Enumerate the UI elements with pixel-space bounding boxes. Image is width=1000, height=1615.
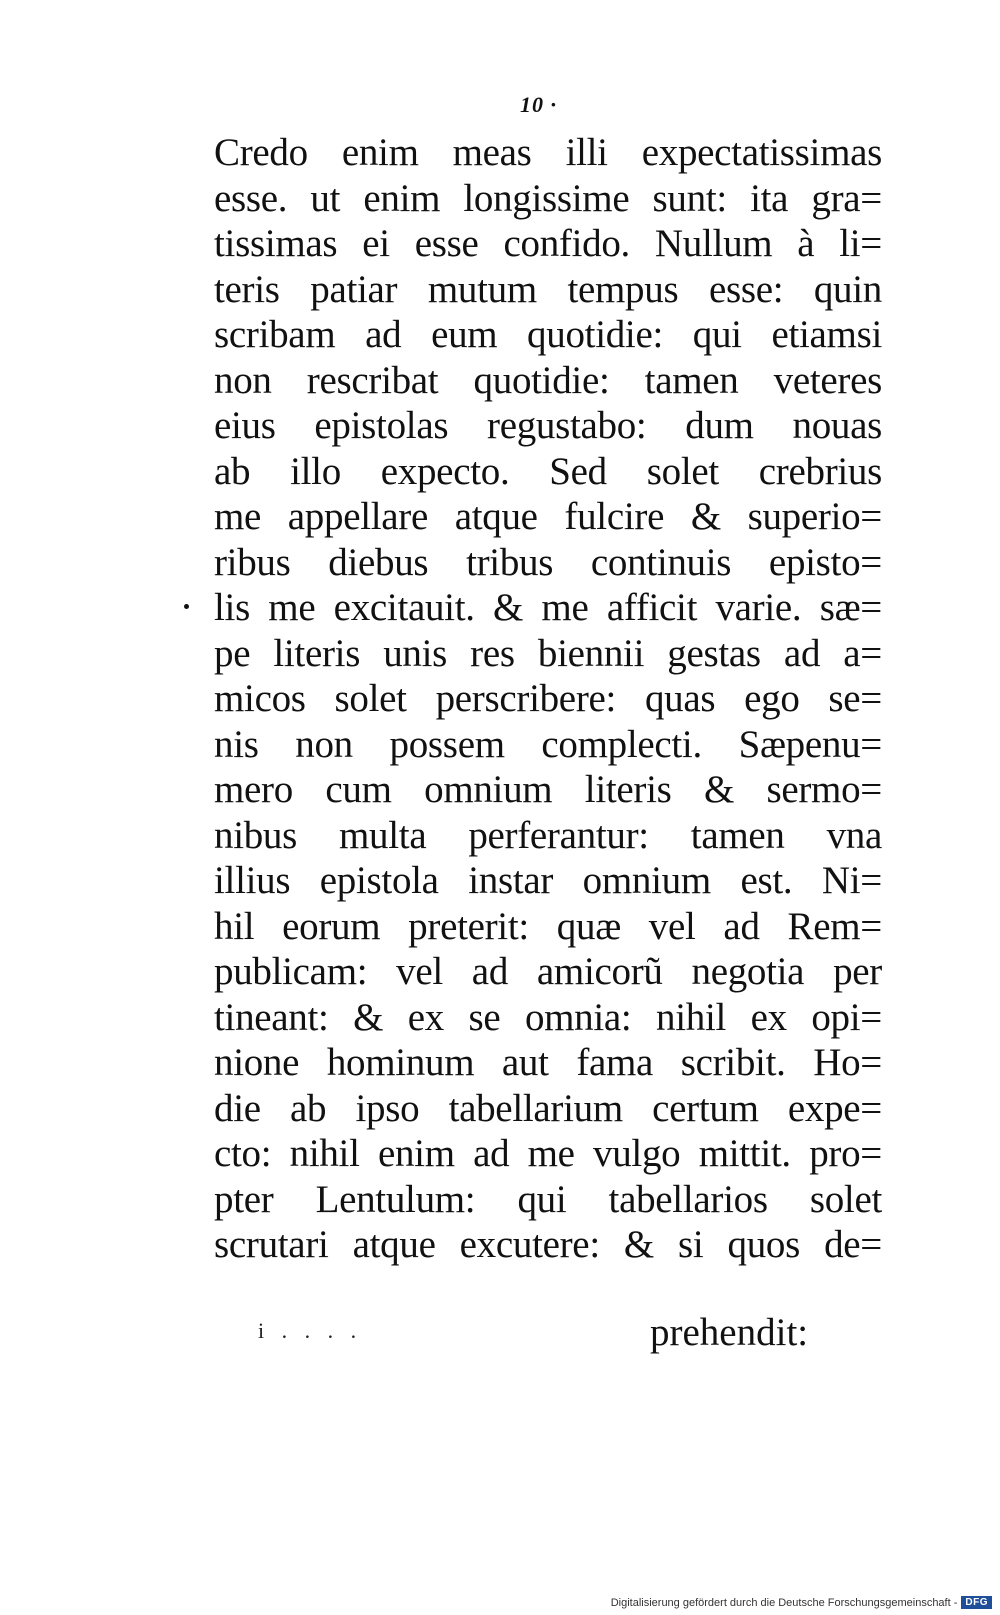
text-line: cto: nihil enim ad me vulgo mittit. pro= — [214, 1132, 882, 1175]
text-line: nis non possem complecti. Sæpenu= — [214, 722, 882, 766]
text-line: illius epistola instar omnium est. Ni= — [214, 859, 882, 902]
text-line: me appellare atque fulcire & superio= — [214, 495, 882, 538]
catchword: prehendit: — [650, 1311, 809, 1354]
text-line: tissimas ei esse confido. Nullum à li= — [214, 222, 882, 265]
text-line: esse. ut enim longissime sunt: ita gra= — [214, 176, 882, 220]
text-line: pter Lentulum: qui tabellarios solet — [214, 1177, 882, 1221]
text-line: ab illo expecto. Sed solet crebrius — [214, 449, 882, 493]
text-line: mero cum omnium literis & sermo= — [214, 768, 882, 811]
text-line: lis me excitauit. & me afficit varie. sæ= — [214, 586, 882, 629]
text-line: scribam ad eum quotidie: qui etiamsi — [214, 313, 882, 356]
page-number: 10 · — [520, 92, 557, 117]
text-line: publicam: vel ad amicorũ negotia per — [214, 950, 882, 993]
dfg-logo: DFG — [961, 1596, 992, 1609]
text-line: eius epistolas regustabo: dum nouas — [214, 404, 882, 447]
text-line: micos solet perscribere: quas ego se= — [214, 677, 882, 720]
text-line: Credo enim meas illi expectatissimas — [214, 131, 882, 174]
text-line: tineant: & ex se omnia: nihil ex opi= — [214, 995, 882, 1039]
text-line: ribus diebus tribus continuis episto= — [214, 540, 882, 584]
text-line: scrutari atque excutere: & si quos de= — [214, 1223, 882, 1266]
digitization-footer — [611, 1596, 992, 1609]
stray-marks: i . . . . — [258, 1318, 363, 1343]
text-line: pe literis unis res biennii gestas ad a= — [214, 631, 882, 675]
text-line: teris patiar mutum tempus esse: quin — [214, 267, 882, 311]
text-line: nione hominum aut fama scribit. Ho= — [214, 1041, 882, 1084]
text-line: nibus multa perferantur: tamen vna — [214, 813, 882, 857]
footer-credit: Digitalisierung gefördert durch die Deutsche Forschungsgemeinschaft - — [610, 1596, 958, 1609]
text-line: hil eorum preterit: quæ vel ad Rem= — [214, 904, 882, 948]
text-line: non rescribat quotidie: tamen veteres — [214, 358, 882, 402]
latin-text-block — [214, 130, 882, 1268]
text-line: die ab ipso tabellarium certum expe= — [214, 1086, 882, 1130]
margin-mark — [184, 604, 189, 609]
